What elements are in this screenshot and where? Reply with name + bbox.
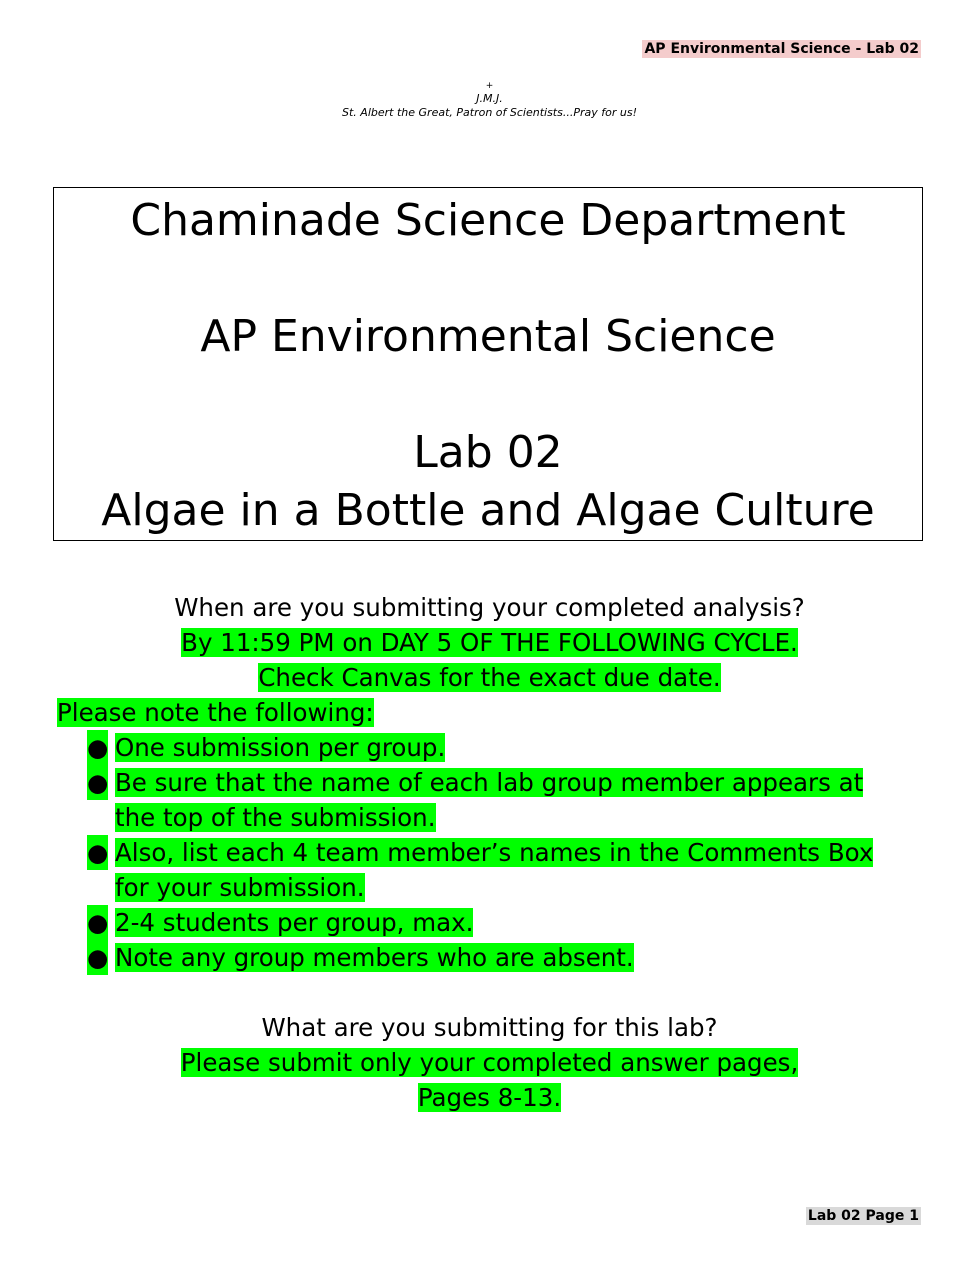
header-tag: AP Environmental Science - Lab 02 xyxy=(644,41,919,57)
list-item: ● Be sure that the name of each lab group member appears at the top of the submission. xyxy=(87,765,905,835)
blank-line xyxy=(54,250,922,308)
content-line-1: Please submit only your completed answer pages, xyxy=(180,1048,799,1077)
list-item: ● 2-4 students per group, max. xyxy=(87,905,905,940)
list-item: ● Also, list each 4 team member’s names in the Comments Box for your submission. xyxy=(87,835,905,905)
jmj-text: J.M.J. xyxy=(476,92,503,105)
content-line-2: Pages 8-13. xyxy=(417,1083,562,1112)
lab-title: Algae in a Bottle and Algae Culture xyxy=(101,485,875,536)
bullet-icon: ● xyxy=(87,730,108,765)
bullet-icon: ● xyxy=(87,765,108,800)
timing-question: When are you submitting your completed analysis? xyxy=(174,593,805,622)
prayer-text: St. Albert the Great, Patron of Scientists...Pray for us! xyxy=(342,106,637,119)
blank-line xyxy=(54,366,922,424)
dedication xyxy=(0,80,979,120)
deadline-highlight: By 11:59 PM on DAY 5 OF THE FOLLOWING CYCLE. xyxy=(181,628,798,657)
content-question: What are you submitting for this lab? xyxy=(261,1013,718,1042)
bullet-icon: ● xyxy=(87,905,108,940)
department-title: Chaminade Science Department xyxy=(130,195,846,246)
bullet-icon: ● xyxy=(87,940,108,975)
bullet-icon: ● xyxy=(87,835,108,870)
instructions xyxy=(0,590,979,1115)
canvas-note xyxy=(0,660,979,695)
lab-number: Lab 02 xyxy=(413,427,563,478)
canvas-note-highlight: Check Canvas for the exact due date. xyxy=(258,663,721,692)
list-item: ● One submission per group. xyxy=(87,730,905,765)
course-title: AP Environmental Science xyxy=(200,311,776,362)
cross-symbol: + xyxy=(485,81,494,91)
list-item: ● Note any group members who are absent. xyxy=(87,940,905,975)
page-number-label: Lab 02 Page 1 xyxy=(807,1208,919,1224)
spacer xyxy=(0,975,979,1010)
notes-list xyxy=(0,730,979,975)
deadline xyxy=(0,625,979,660)
notes-heading: Please note the following: xyxy=(57,698,374,727)
title-box xyxy=(53,187,923,541)
